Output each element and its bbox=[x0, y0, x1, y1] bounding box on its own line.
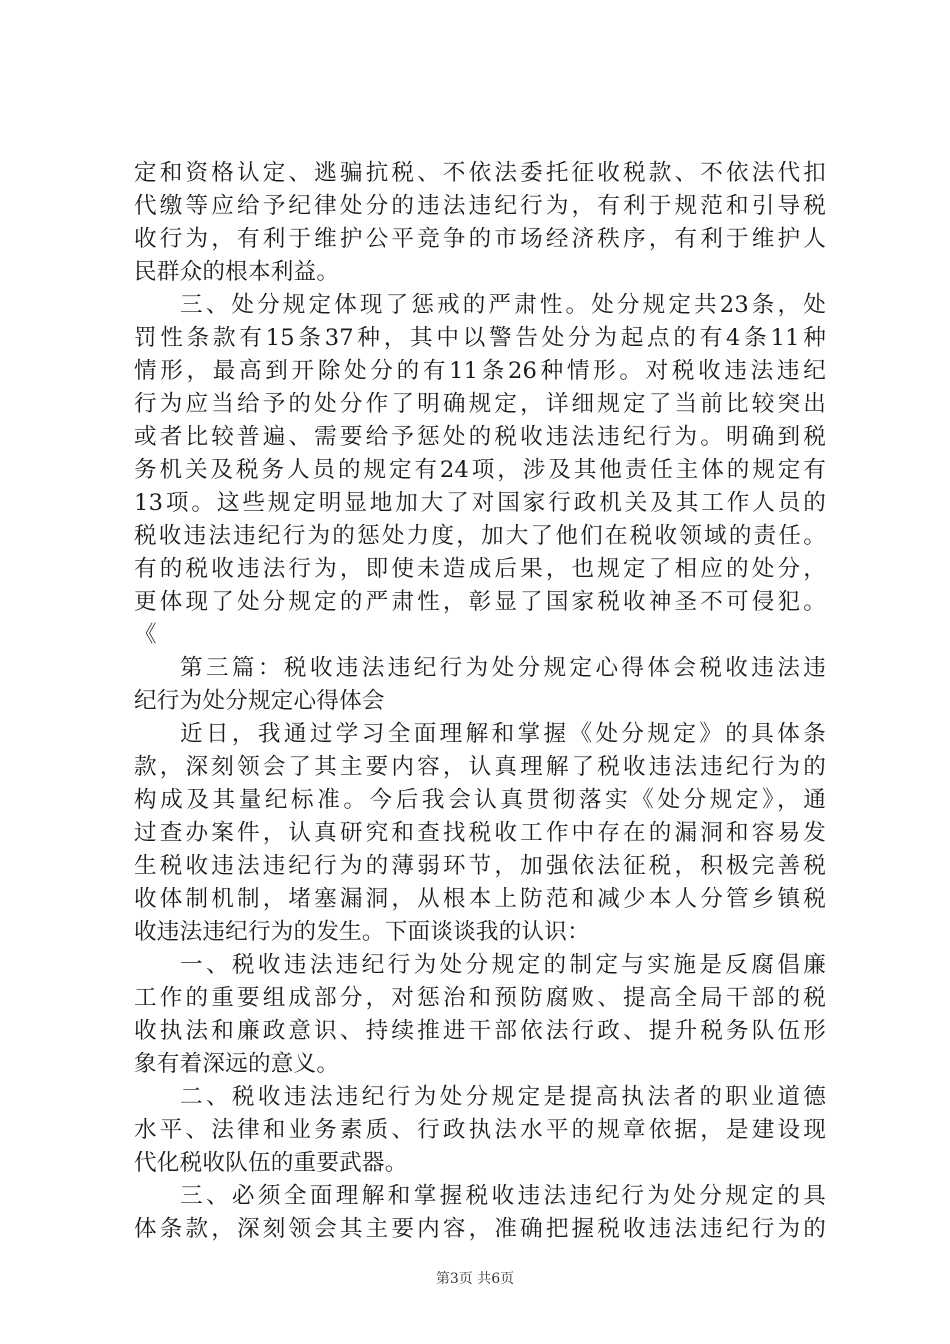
text-line: 民群众的根本利益。 bbox=[134, 259, 340, 285]
document-body bbox=[134, 157, 826, 1246]
text-line: 《 bbox=[134, 622, 157, 648]
text-line: 近日，我通过学习全面理解和掌握《处分规定》的具体条 bbox=[180, 721, 826, 747]
text-line: 收违法违纪行为的发生。下面谈谈我的认识： bbox=[134, 919, 590, 945]
text-line: 情形，最高到开除处分的有11条26种情形。对税收违法违纪 bbox=[134, 358, 826, 384]
text-line: 代化税收队伍的重要武器。 bbox=[134, 1150, 408, 1176]
text-line: 工作的重要组成部分，对惩治和预防腐败、提高全局干部的税 bbox=[134, 985, 826, 1011]
text-line: 罚性条款有15条37种，其中以警告处分为起点的有4条11种 bbox=[134, 325, 826, 351]
text-line: 税收违法违纪行为的惩处力度，加大了他们在税收领域的责任。 bbox=[134, 523, 826, 549]
text-line: 收体制机制，堵塞漏洞，从根本上防范和减少本人分管乡镇税 bbox=[134, 886, 826, 912]
text-line: 代缴等应给予纪律处分的违法违纪行为，有利于规范和引导税 bbox=[134, 193, 826, 219]
text-line: 一、税收违法违纪行为处分规定的制定与实施是反腐倡廉 bbox=[180, 952, 826, 978]
text-line: 纪行为处分规定心得体会 bbox=[134, 688, 385, 714]
text-line: 13项。这些规定明显地加大了对国家行政机关及其工作人员的 bbox=[134, 490, 826, 516]
text-line: 收执法和廉政意识、持续推进干部依法行政、提升税务队伍形 bbox=[134, 1018, 826, 1044]
text-line: 行为应当给予的处分作了明确规定，详细规定了当前比较突出 bbox=[134, 391, 826, 417]
text-line: 三、必须全面理解和掌握税收违法违纪行为处分规定的具 bbox=[180, 1183, 826, 1209]
text-line: 更体现了处分规定的严肃性，彰显了国家税收神圣不可侵犯。 bbox=[134, 589, 826, 615]
text-line: 象有着深远的意义。 bbox=[134, 1051, 340, 1077]
text-line: 构成及其量纪标准。今后我会认真贯彻落实《处分规定》，通 bbox=[134, 787, 826, 813]
text-line: 二、税收违法违纪行为处分规定是提高执法者的职业道德 bbox=[180, 1084, 826, 1110]
text-line: 水平、法律和业务素质、行政执法水平的规章依据，是建设现 bbox=[134, 1117, 826, 1143]
text-line: 过查办案件，认真研究和查找税收工作中存在的漏洞和容易发 bbox=[134, 820, 826, 846]
text-line: 收行为，有利于维护公平竞争的市场经济秩序，有利于维护人 bbox=[134, 226, 826, 252]
text-line: 款，深刻领会了其主要内容，认真理解了税收违法违纪行为的 bbox=[134, 754, 826, 780]
text-line: 有的税收违法行为，即使未造成后果，也规定了相应的处分， bbox=[134, 556, 826, 582]
text-line: 务机关及税务人员的规定有24项，涉及其他责任主体的规定有 bbox=[134, 457, 826, 483]
text-line: 生税收违法违纪行为的薄弱环节，加强依法征税，积极完善税 bbox=[134, 853, 826, 879]
text-line: 或者比较普遍、需要给予惩处的税收违法违纪行为。明确到税 bbox=[134, 424, 826, 450]
text-line: 第三篇：税收违法违纪行为处分规定心得体会税收违法违 bbox=[180, 655, 826, 681]
page-footer: 第3页 共6页 bbox=[435, 1271, 515, 1287]
text-line: 三、处分规定体现了惩戒的严肃性。处分规定共23条，处 bbox=[180, 292, 826, 318]
text-line: 体条款，深刻领会其主要内容，准确把握税收违法违纪行为的 bbox=[134, 1216, 826, 1242]
text-line: 定和资格认定、逃骗抗税、不依法委托征收税款、不依法代扣 bbox=[134, 160, 826, 186]
